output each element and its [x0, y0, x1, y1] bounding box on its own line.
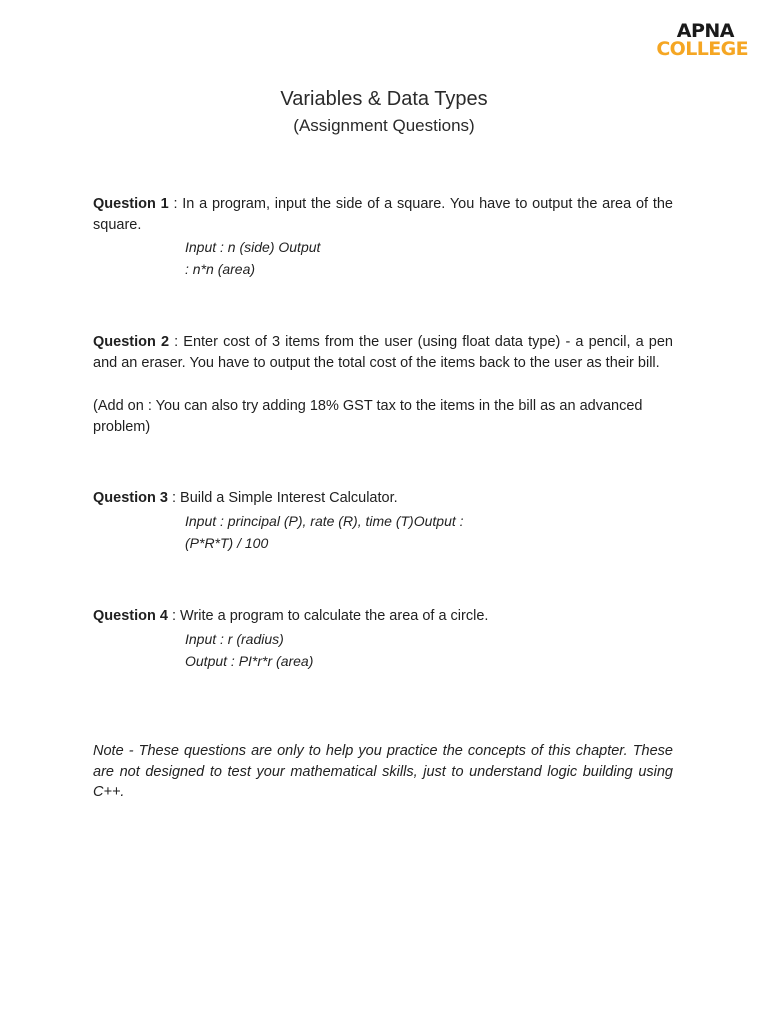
- apna-college-logo: [654, 22, 748, 59]
- question-1: [93, 194, 673, 236]
- page-title: Variables & Data Types: [280, 88, 488, 110]
- question-4-text: : Write a program to calculate the area of a circle.: [167, 608, 489, 624]
- question-4-io-line-2: Output : PI*r*r (area): [185, 653, 314, 669]
- question-1-io-line-1: Input : n (side) Output: [185, 239, 321, 255]
- question-2-label: Question 2: [93, 334, 170, 350]
- page-subtitle: (Assignment Questions): [293, 116, 475, 135]
- logo-line-college: COLLEGE: [656, 38, 748, 60]
- question-3-io-line-2: (P*R*T) / 100: [185, 535, 269, 551]
- question-4: [93, 606, 673, 627]
- question-3-io: [185, 510, 464, 554]
- question-3-io-line-1: Input : principal (P), rate (R), time (T)Output :: [185, 513, 464, 529]
- question-4-io: [185, 628, 313, 672]
- question-1-text: : In a program, input the side of a square. You have to output the area of the square.: [93, 196, 673, 233]
- logo-line-apna: APNA: [676, 20, 734, 42]
- question-1-io: [185, 236, 320, 280]
- question-3: [93, 488, 673, 509]
- note-paragraph: Note - These questions are only to help you practice the concepts of this chapter. These are not designed to test your mathematical skills, just to understand logic building using C++.: [93, 743, 673, 800]
- question-2-addon: (Add on : You can also try adding 18% GST tax to the items in the bill as an advanced problem): [93, 398, 643, 435]
- question-3-text: : Build a Simple Interest Calculator.: [167, 490, 398, 506]
- question-4-io-line-1: Input : r (radius): [185, 631, 284, 647]
- question-4-label: Question 4: [93, 608, 168, 624]
- question-2-text: : Enter cost of 3 items from the user (using float data type) - a pencil, a pen and an eraser. You have to output the total cost of the items back to the user as their bill.: [93, 334, 673, 371]
- question-1-label: Question 1: [93, 196, 169, 212]
- question-1-io-line-2: : n*n (area): [185, 261, 256, 277]
- question-2: [93, 332, 673, 374]
- question-3-label: Question 3: [93, 490, 168, 506]
